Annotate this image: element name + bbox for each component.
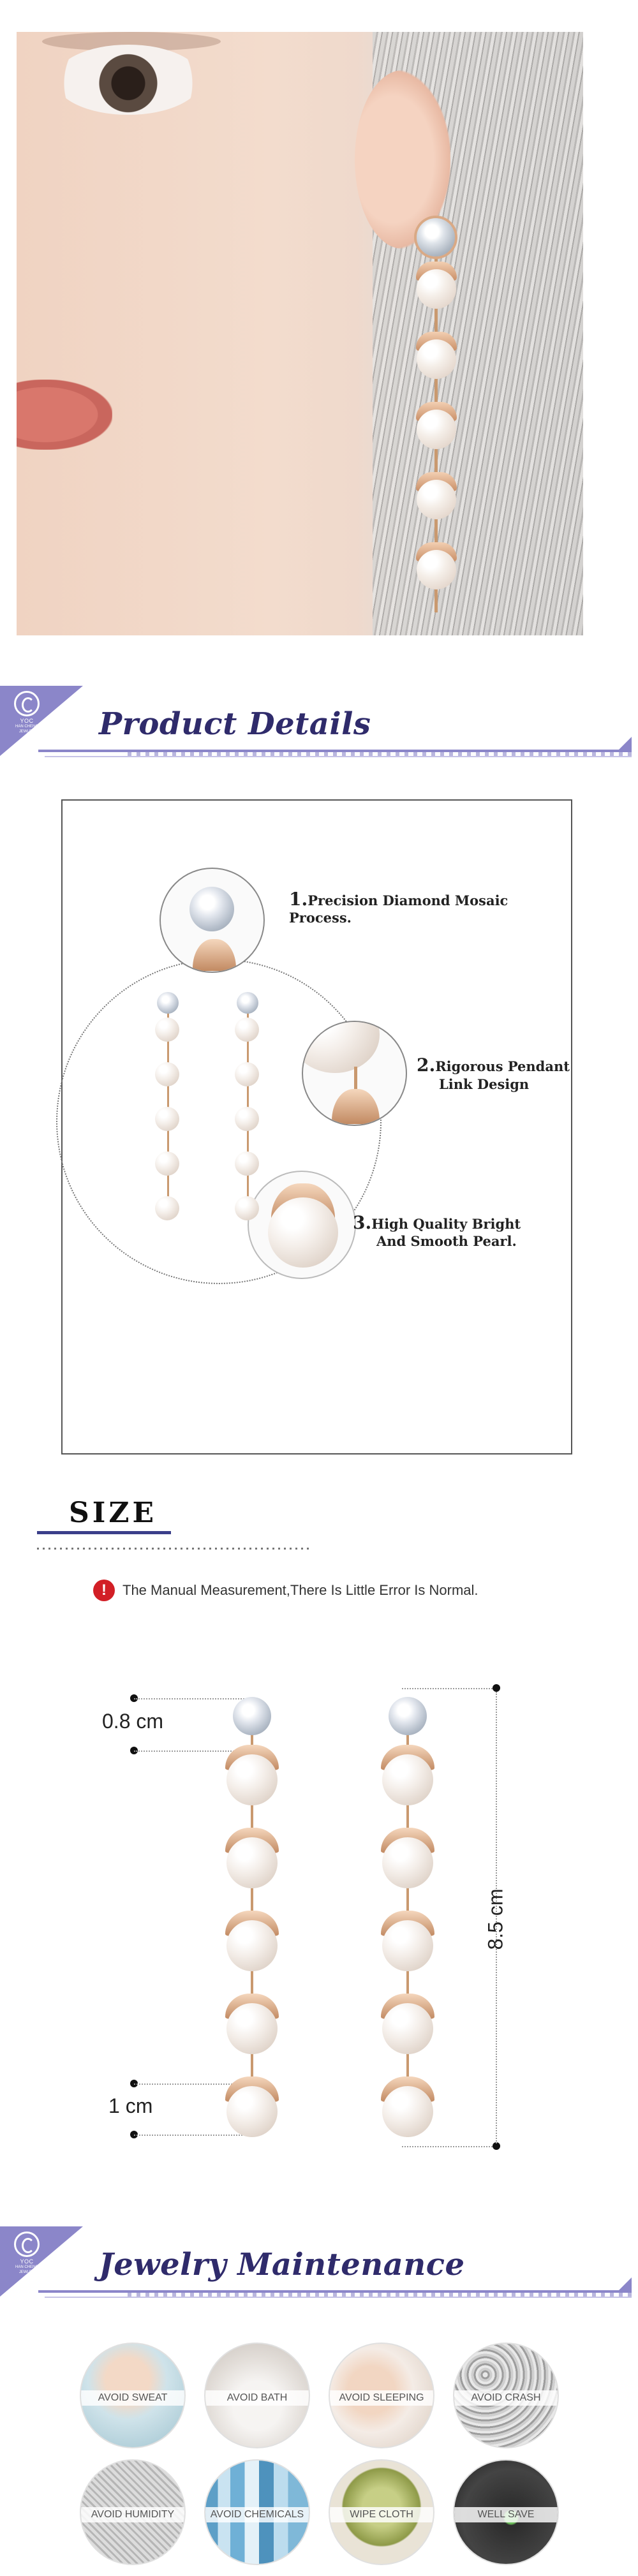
link-wire [354, 1067, 357, 1092]
zoom-pearl [248, 1171, 356, 1279]
diamond [157, 992, 179, 1014]
pearl [155, 1018, 179, 1042]
avoid-chemicals-icon [204, 2459, 310, 2565]
banner-line [45, 2297, 632, 2298]
feature-text: High Quality Bright [371, 1216, 521, 1232]
measure-top-label: 0.8 cm [102, 1710, 164, 1733]
feature-text: Link Design [439, 1076, 530, 1092]
feature-number: 3. [353, 1212, 372, 1233]
avoid-sleeping-icon [329, 2343, 434, 2448]
pearl [235, 1062, 259, 1086]
size-dotted-rule [37, 1548, 311, 1550]
logo-text: YOC [20, 2258, 34, 2265]
feature-1 [289, 889, 571, 926]
zoom-diamond [160, 868, 265, 973]
logo-text: JEWLRY [19, 2270, 35, 2274]
banner-arrow [616, 737, 632, 752]
maintenance-label: AVOID HUMIDITY [81, 2507, 184, 2522]
maintenance-label: AVOID SLEEPING [330, 2390, 433, 2406]
diamond [237, 992, 258, 1014]
pearl [382, 1837, 433, 1888]
maintenance-label: AVOID BATH [205, 2390, 309, 2406]
diamond [189, 887, 234, 931]
hero-model-photo [17, 32, 583, 635]
pendant-cap [332, 1089, 380, 1124]
brand-logo-icon [14, 2232, 40, 2257]
lips [17, 380, 112, 450]
pearl [382, 2086, 433, 2137]
eye [55, 45, 202, 115]
feature-2-line2 [439, 1076, 529, 1092]
section-title: Product Details [99, 706, 371, 742]
avoid-humidity-icon [80, 2459, 186, 2565]
feature-number: 1. [289, 889, 308, 910]
pearl [235, 1196, 259, 1220]
avoid-bath-icon [204, 2343, 310, 2448]
section-title: Jewelry Maintenance [99, 2247, 465, 2283]
pearl [226, 1837, 278, 1888]
maintenance-label: WELL SAVE [454, 2507, 558, 2522]
pearl [235, 1107, 259, 1131]
brand-logo [9, 691, 45, 739]
wipe-cloth-icon [329, 2459, 434, 2565]
guide-line [134, 2135, 255, 2136]
pearl [382, 2003, 433, 2054]
earring-pearl [417, 339, 456, 379]
pendant-cap [193, 939, 236, 971]
size-title: SIZE [69, 1497, 158, 1529]
earring-pearl [417, 480, 456, 519]
pearl [235, 1151, 259, 1176]
measurement-notice [93, 1580, 478, 1601]
earring-diamond-stud [417, 218, 455, 256]
zoom-link [302, 1021, 407, 1126]
diamond [233, 1697, 271, 1735]
pearl [382, 1754, 433, 1805]
product-details-banner [0, 686, 638, 762]
earring-pearl [417, 550, 456, 589]
maintenance-label: AVOID SWEAT [81, 2390, 184, 2406]
pearl [155, 1062, 179, 1086]
pearl [226, 2086, 278, 2137]
brand-logo-icon [14, 691, 40, 716]
feature-2 [417, 1055, 570, 1076]
logo-text: JEWLRY [19, 730, 35, 734]
feature-text: Precision Diamond Mosaic Process. [289, 892, 508, 926]
warning-icon: ! [93, 1580, 115, 1601]
pearl [226, 2003, 278, 2054]
avoid-sweat-icon [80, 2343, 186, 2448]
logo-text: HAN CHENG [15, 725, 38, 729]
well-save-icon [453, 2459, 559, 2565]
maintenance-banner [0, 2226, 638, 2303]
notice-text: The Manual Measurement,There Is Little Error Is Normal. [122, 1582, 478, 1598]
measure-bottom-label: 1 cm [108, 2094, 153, 2117]
maintenance-label: AVOID CHEMICALS [205, 2507, 309, 2522]
measure-dot [493, 1684, 500, 1692]
maintenance-label: WIPE CLOTH [330, 2507, 433, 2522]
size-underline [37, 1531, 171, 1534]
measure-length-label: 8.5 cm [484, 1888, 507, 1950]
guide-line [134, 1698, 249, 1699]
pearl [235, 1018, 259, 1042]
pearl [382, 1920, 433, 1971]
maintenance-label: AVOID CRASH [454, 2390, 558, 2406]
brand-logo [9, 2232, 45, 2280]
pearl [226, 1754, 278, 1805]
feature-text: Rigorous Pendant [435, 1058, 570, 1074]
feature-text: And Smooth Pearl. [376, 1233, 517, 1249]
earring-pearl [417, 269, 456, 309]
earring-pearl [417, 410, 456, 449]
banner-line [45, 756, 632, 757]
diamond [389, 1697, 427, 1735]
guide-line [402, 2146, 493, 2147]
pearl [155, 1151, 179, 1176]
feature-number: 2. [417, 1055, 436, 1076]
pearl [155, 1107, 179, 1131]
logo-text: YOC [20, 718, 34, 724]
product-details-panel [61, 799, 572, 1455]
guide-line [402, 1688, 493, 1689]
pearl [268, 1197, 338, 1268]
avoid-crash-icon [453, 2343, 559, 2448]
feature-3-line2 [376, 1233, 517, 1249]
pearl [226, 1920, 278, 1971]
pearl [302, 1021, 380, 1073]
logo-text: HAN CHENG [15, 2265, 38, 2269]
feature-3 [353, 1212, 521, 1233]
banner-arrow [616, 2277, 632, 2293]
pearl [155, 1196, 179, 1220]
